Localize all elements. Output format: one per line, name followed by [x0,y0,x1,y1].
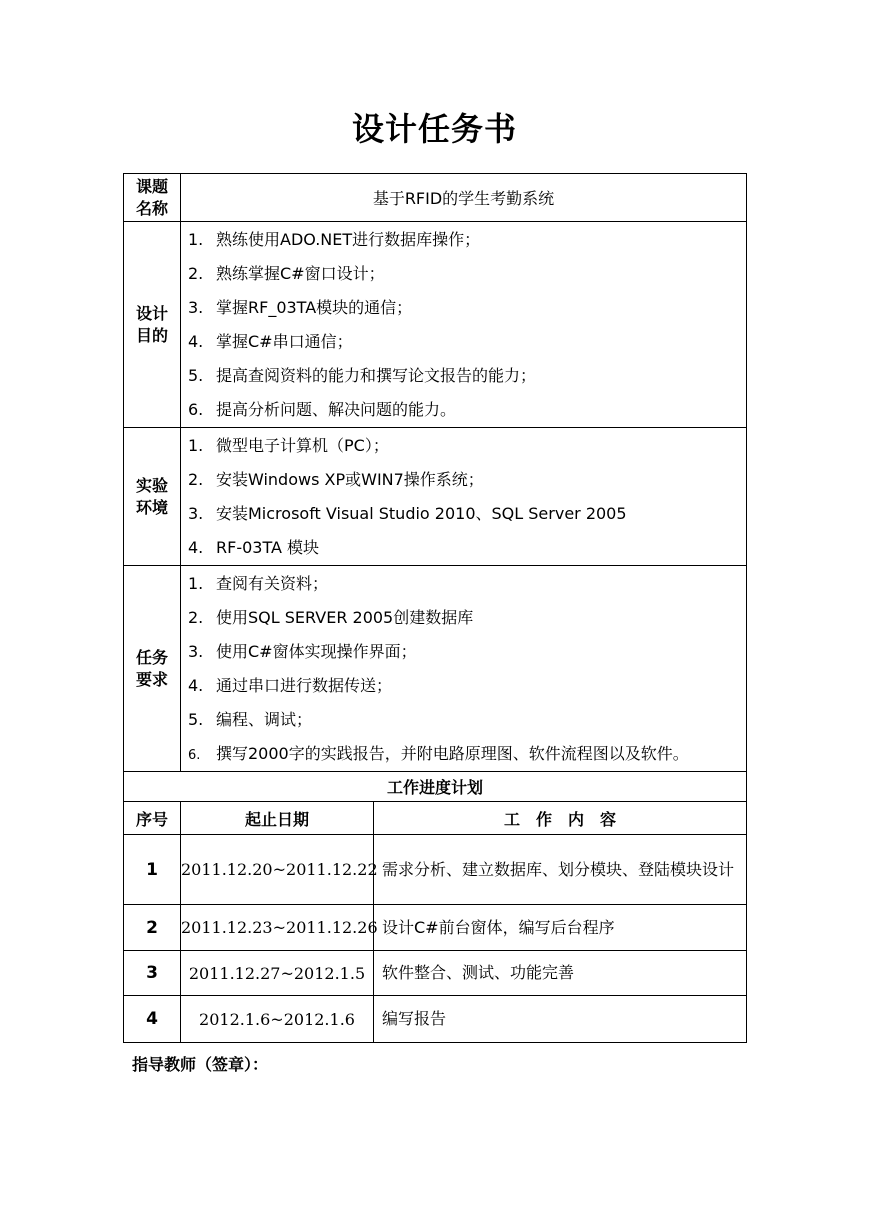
list-item-number: 2. [188,263,204,283]
topic-row [124,174,747,222]
list-item-text: 使用C#窗体实现操作界面； [216,641,417,661]
list-item-number: 1. [188,573,204,593]
col-header-seq: 序号 [124,802,181,835]
environment-label-line1: 实验 [135,475,168,495]
requirements-label-line2: 要求 [135,669,168,689]
environment-label-line2: 环境 [135,497,168,517]
list-item-text: 通过串口进行数据传送； [216,675,393,695]
environment-content [181,428,747,566]
requirements-label [124,566,181,772]
purpose-label [124,222,181,428]
list-item [181,635,746,669]
purpose-list [181,223,746,427]
list-item-text: 查阅有关资料； [216,573,329,593]
col-header-work: 工 作 内 容 [374,802,747,835]
list-item-text: 熟练掌握C#窗口设计； [216,263,385,283]
list-item-number: 4. [188,675,204,695]
table-row [124,996,747,1043]
list-item-text: 安装Windows XP或WIN7操作系统； [216,469,484,489]
list-item-number: 6. [188,747,201,763]
requirements-list [181,567,746,771]
list-item [181,703,746,737]
schedule-heading-row [124,772,747,802]
row-work: 设计C#前台窗体，编写后台程序 [374,905,747,951]
requirements-label-line1: 任务 [135,647,168,667]
list-item [181,257,746,291]
list-item [181,429,746,463]
purpose-label-line2: 目的 [135,325,168,345]
document-title: 设计任务书 [351,110,517,148]
list-item [181,601,746,635]
row-date: 2011.12.23~2011.12.26 [181,905,374,951]
list-item [181,669,746,703]
list-item-text: 编程、调试； [216,709,313,729]
list-item-number: 5. [188,709,204,729]
list-item [181,223,746,257]
list-item-text: 使用SQL SERVER 2005创建数据库 [216,607,474,627]
purpose-row [124,222,747,428]
table-row [124,835,747,905]
list-item [181,325,746,359]
schedule-header-row [124,802,747,835]
row-seq: 1 [124,835,181,905]
list-item [181,531,746,565]
row-work: 软件整合、测试、功能完善 [374,951,747,996]
purpose-content [181,222,747,428]
task-table [123,173,747,1043]
row-seq: 3 [124,951,181,996]
list-item-number: 6. [188,399,204,419]
list-item-text: 掌握C#串口通信； [216,331,353,351]
list-item-number: 4. [188,331,204,351]
row-seq: 4 [124,996,181,1043]
list-item [181,463,746,497]
list-item [181,291,746,325]
list-item-number: 4. [188,537,204,557]
list-item-number: 3. [188,297,204,317]
row-date: 2011.12.20~2011.12.22 [181,835,374,905]
row-seq: 2 [124,905,181,951]
list-item [181,737,746,771]
list-item-number: 2. [188,607,204,627]
list-item [181,359,746,393]
environment-list [181,429,746,565]
list-item-number: 1. [188,229,204,249]
row-date: 2011.12.27~2012.1.5 [181,951,374,996]
list-item-number: 3. [188,641,204,661]
requirements-row [124,566,747,772]
table-row [124,951,747,996]
col-header-date: 起止日期 [181,802,374,835]
table-row [124,905,747,951]
supervisor-signature-label: 指导教师（签章）： [132,1055,269,1074]
schedule-heading: 工作进度计划 [124,772,747,802]
list-item-text: 微型电子计算机（PC）； [216,435,389,455]
list-item-text: 提高分析问题、解决问题的能力。 [216,399,457,419]
requirements-content [181,566,747,772]
topic-value: 基于RFID的学生考勤系统 [181,174,747,222]
list-item-number: 5. [188,365,204,385]
row-date: 2012.1.6~2012.1.6 [181,996,374,1043]
topic-label [124,174,181,222]
list-item-text: 安装Microsoft Visual Studio 2010、SQL Server 2005 [216,503,627,523]
topic-label-line2: 名称 [135,198,168,218]
list-item-text: 撰写2000字的实践报告，并附电路原理图、软件流程图以及软件。 [216,743,689,763]
topic-label-line1: 课题 [135,176,168,196]
list-item-text: 熟练使用ADO.NET进行数据库操作； [216,229,481,249]
list-item-number: 2. [188,469,204,489]
list-item-text: 掌握RF_03TA模块的通信； [216,297,413,317]
purpose-label-line1: 设计 [135,303,168,323]
list-item-text: RF-03TA 模块 [216,537,320,557]
list-item [181,393,746,427]
row-work: 编写报告 [374,996,747,1043]
row-work: 需求分析、建立数据库、划分模块、登陆模块设计 [374,835,747,905]
list-item [181,567,746,601]
list-item [181,497,746,531]
list-item-text: 提高查阅资料的能力和撰写论文报告的能力； [216,365,537,385]
list-item-number: 3. [188,503,204,523]
environment-row [124,428,747,566]
environment-label [124,428,181,566]
list-item-number: 1. [188,435,204,455]
